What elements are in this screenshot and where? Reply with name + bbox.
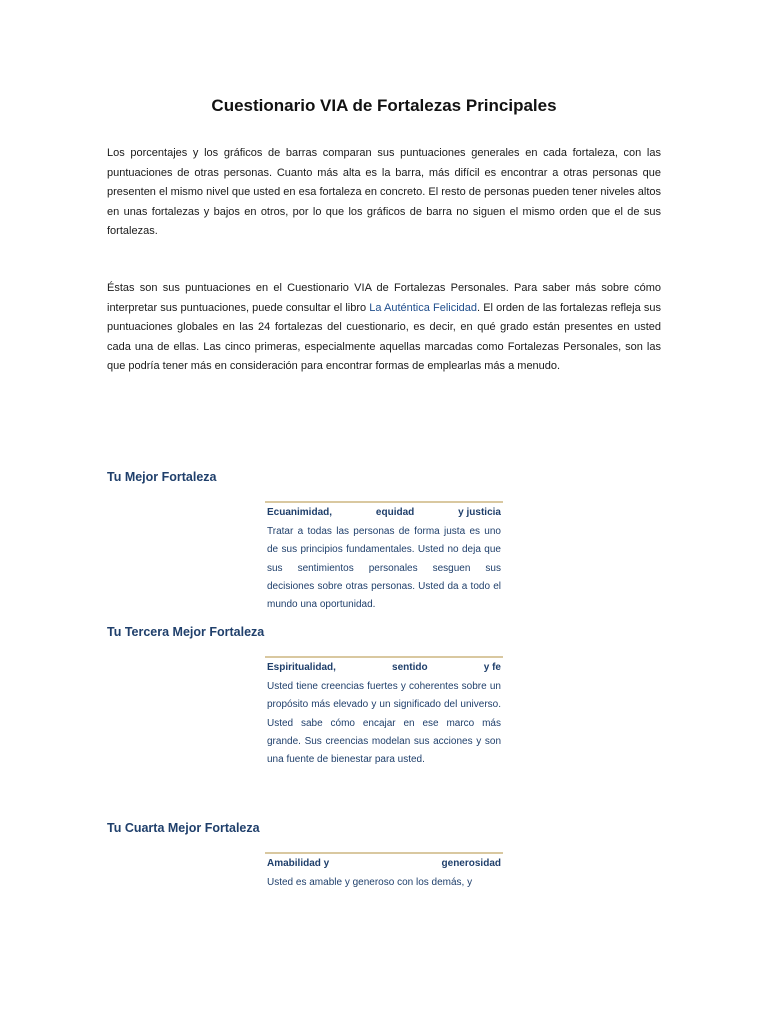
strength-name-part: equidad: [375, 507, 415, 518]
strength-description: Usted tiene creencias fuertes y coherentes sobre un propósito más elevado y un significado del universo. Usted sabe cómo encajar en ese marco más grande. Sus creencias modelan sus acciones y son una fuente de bienestar para usted.: [267, 681, 501, 766]
strength-card-third: [265, 656, 503, 769]
strength-name: [265, 854, 503, 871]
intro-paragraph-2: [107, 279, 661, 377]
section-heading-third: Tu Tercera Mejor Fortaleza: [107, 625, 265, 639]
strength-name: [265, 503, 503, 520]
intro-text-after-link: . El orden de las fortalezas refleja sus puntuaciones globales en las 24 fortalezas del cuestionario, es decir, en qué grado están presentes en usted cada una de ellas. Las cinco primeras, especialmente aquellas marcadas como Fortalezas Personales, son las que podría tener más en consideración para encontrar formas de emplearlas más a menudo.: [107, 301, 661, 372]
intro-paragraph-1: Los porcentajes y los gráficos de barras comparan sus puntuaciones generales en cada fortaleza, con las puntuaciones de otras personas. Cuanto más alta es la barra, más difícil es encontrar a otras personas que presenten el mismo nivel que usted en esa fortaleza en concreto. El resto de personas pueden tener niveles altos en unas fortalezas y bajos en otros, por lo que los gráficos de barra no siguen el mismo orden que el de sus fortalezas.: [107, 147, 661, 237]
strength-name-part: Amabilidad y: [267, 858, 330, 869]
strength-name-part: Espiritualidad,: [267, 662, 336, 673]
strength-name-part: y justicia: [458, 507, 501, 518]
strength-name-part: sentido: [392, 662, 428, 673]
intro-text-before-link: Éstas son sus puntuaciones en el Cuestionario VIA de Fortalezas Personales. Para saber más sobre cómo interpretar sus puntuaciones, puede consultar el libro: [107, 282, 661, 314]
page-title: Cuestionario VIA de Fortalezas Principales: [211, 96, 557, 115]
strength-name: [265, 658, 503, 675]
strength-card-fourth: [265, 852, 503, 892]
strength-name-part: y fe: [483, 662, 501, 673]
strength-description: Tratar a todas las personas de forma justa es uno de sus principios fundamentales. Usted no deja que sus sentimientos personales sesguen sus decisiones sobre otras personas. Usted da a todo el mundo una oportunidad.: [267, 526, 501, 611]
section-heading-fourth: Tu Cuarta Mejor Fortaleza: [107, 821, 260, 835]
strength-name-part: Ecuanimidad,: [267, 507, 333, 518]
strength-description: Usted es amable y generoso con los demás, y: [267, 877, 473, 888]
section-heading-best: Tu Mejor Fortaleza: [107, 470, 217, 484]
strength-card-best: [265, 501, 503, 614]
book-link[interactable]: La Auténtica Felicidad: [369, 301, 478, 314]
strength-name-part: generosidad: [441, 858, 501, 869]
